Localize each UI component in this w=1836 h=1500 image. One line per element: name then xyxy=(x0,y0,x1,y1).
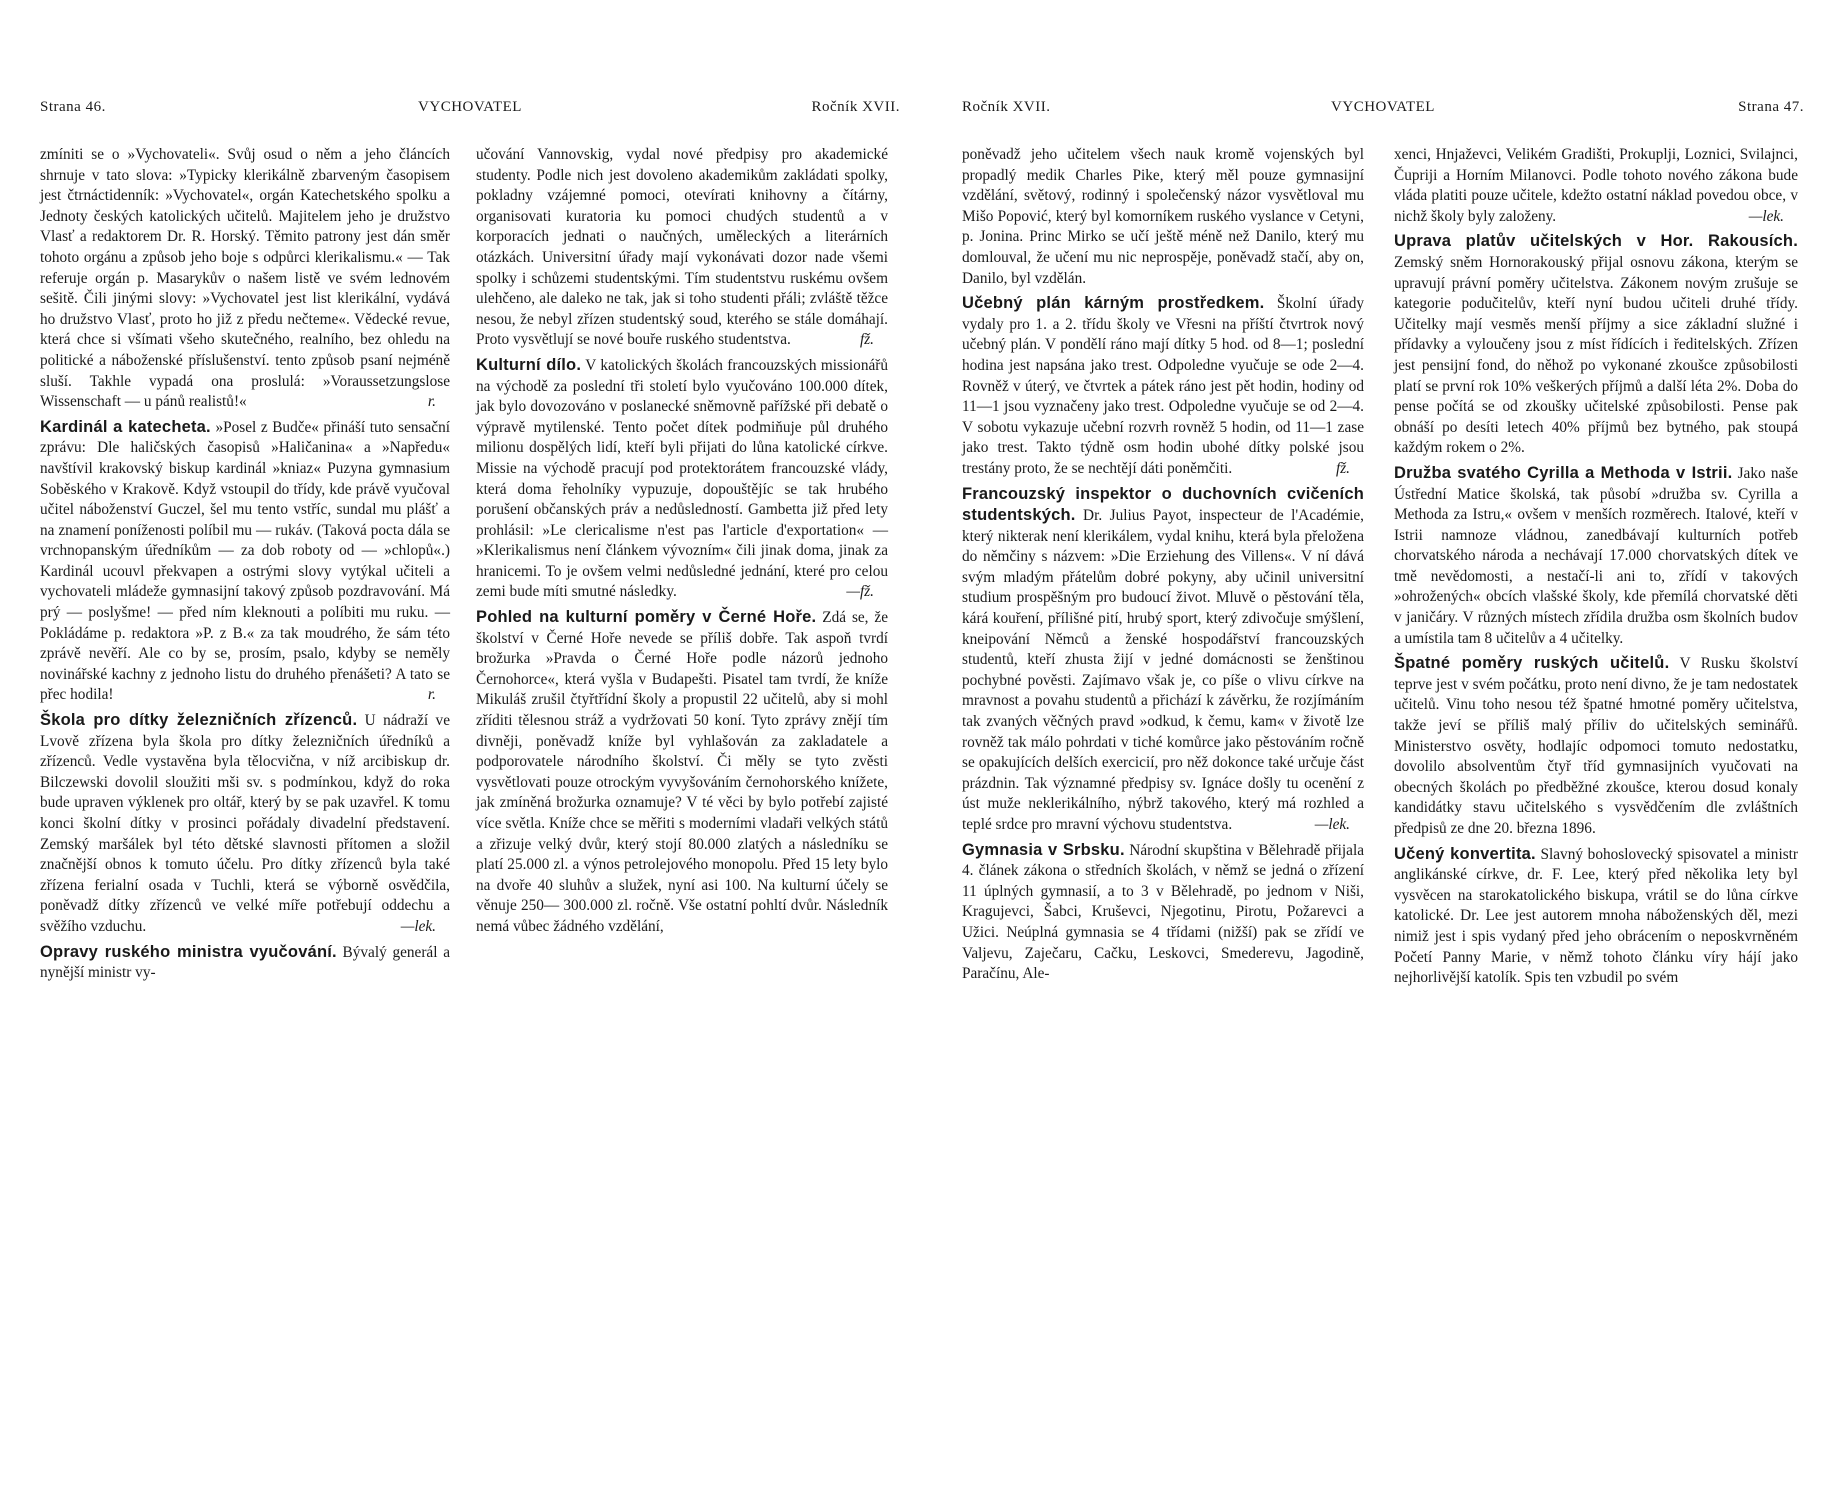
article-heading: Kardinál a katecheta. xyxy=(40,417,211,436)
author-signature: —lek. xyxy=(400,917,436,935)
article-heading: Gymnasia v Srbsku. xyxy=(962,840,1125,859)
author-signature: r. xyxy=(427,393,436,411)
author-signature: fž. xyxy=(1335,459,1350,477)
article-text: V Rusku školství teprve jest v svém počátku, proto není divno, že je tam nedostatek učitelů. Vinu toho nesou též špatné hmotné poměry učitelstva, takže jeví se příliš malý příliv do učitelských seminářů. Ministerstvo osvěty, hodlajíc odpomoci tomuto nedostatku, dovolilo absolventům čtyř tříd gymnasijních vyučovati na obecných školách po předběžné zkoušce, kterou dosud konaly kandidátky stavu učitelského s vysvědčením dle zvláštních předpisů ze dne 20. března 1896. xyxy=(1394,655,1798,837)
article-heading: Učený konvertita. xyxy=(1394,844,1536,863)
article-text: Zemský sněm Hornorakouský přijal osnovu zákona, kterým se upravují právní poměry učitelstva. Zákonem novým zrušuje se kategorie podučitelův, kteří nyní budou učiteli druhé třídy. Učitelky mají vesměs menší příjmy a sice základní služné i přídavky a vyloučeny jsou z míst řídících i ředitelských. Zřízen jest pensijní fond, do něhož po vykonané zkoušce způsobilosti platí se první rok 10% veškerých příjmů a další léta 2%. Doba do pense počítá se od zkoušky učitelské způsobilosti. Pense pak obnáší po desíti letech 40% příjmů bez bytného, pak stoupá každým rokem o 2%. xyxy=(1394,253,1798,457)
article xyxy=(40,417,450,706)
article-text: U nádraží ve Lvově zřízena byla škola pro dítky železničních úředníků a zřízenců. Vedle vystavěna byla tělocvična, v níž arcibiskup dr. Bilczewski dovolil sloužiti mši sv. s podmínkou, když do roka bude upraven výklenek pro oltář, který by se pak uzavřel. K tomu konci školní dítky v prosinci pořádaly divadelní představení. Zemský maršálek byl této dětské slavnosti přítomen a složil značnější obnos k tomuto účelu. Pro dítky zřízenců byla také zřízena ferialní osada v Tuchli, která se výborně osvědčila, poněvadž dítky zřízenců ve velké míře potřebují oddechu a svěžího vzduchu. xyxy=(40,712,450,935)
journal-title: VYCHOVATEL xyxy=(418,99,522,115)
article-heading: Učebný plán kárným prostředkem. xyxy=(962,294,1265,313)
right-page xyxy=(962,0,1804,1500)
text-column-1 xyxy=(962,145,1364,985)
article xyxy=(962,293,1364,479)
article xyxy=(476,355,888,603)
left-page xyxy=(40,0,900,1500)
article-text: Dr. Julius Payot, inspecteur de l'Académie, který nikterak není klerikálem, vydal knihu, která byla přeložena do němčiny s názvem: »Die Erziehung des Villens«. V ní dává svým mladým přátelům dobré pokyny, aby učinil universitní studium prospěšným pro budoucí život. Mluvě o pěstování těla, kárá kouření, přílišné pití, hrubý sport, který zdivočuje smýšlení, kneipování Němců a ženské hospodářství francouzských studentů, kteří zhusta žijí v jedné domácnosti se ženštinou pochybné pověsti. Zajímavo však je, co píše o vlivu církve na mravnost a povahu studentů a přichází k závěrku, že rozjímáním tak zvaných věčných pravd »odkud, k čemu, kam« v životě lze rovněž tak málo pohrdati v tiché komůrce jako pěstováním ročně se opakujících delších exercicií, pro něž dokonce také určuje část prázdnin. Tak významné předpisy sv. Ignáce došly tu ocenění z úst muže neklerikálního, nýbrž takového, který má rozhled a teplé srdce pro mravní výchovu studentstva. xyxy=(962,507,1364,833)
paragraph xyxy=(476,145,888,351)
paragraph-text: poněvadž jeho učitelem všech nauk kromě vojenských byl propadlý medik Charles Pike, který měl pouze gymnasijní vzdělání, světový, rodinný i společenský názor vysvětloval mu Mišo Popović, který byl komorníkem ruského vyslance v Cetyni, p. Jonina. Princ Mirko se učí ještě méně než Danilo, který mu domlouval, že učení mu nic neprospěje, poněvadž stačí, aby on, Danilo, byl vzdělán. xyxy=(962,146,1364,287)
author-signature: —fž. xyxy=(846,583,874,601)
running-head xyxy=(962,99,1804,119)
article-heading: Škola pro dítky železničních zřízenců. xyxy=(40,711,358,730)
article-heading: Pohled na kulturní poměry v Černé Hoře. xyxy=(476,608,817,627)
article-text: Zdá se, že školství v Černé Hoře nevede se příliš dobře. Tak aspoň tvrdí brožurka »Pravda o Černé Hoře podle názorů jednoho Černohorce«, která vyšla v Budapešti. Pisatel tam tvrdí, že kníže Mikuláš zrušil čtyřtřídní školy a propustil 22 učitelů, aby si mohl zříditi tělesnou stráž a vydržovati 50 koní. Tyto zprávy znějí tím divněji, poněvadž kníže byl vyhlašován za zakladatele a podporovatele národního školství. Či měly se tyto zvěsti vysvětlovati pouze otrockým vyvyšováním černohorského knížete, jak zmíněná brožurka oznamuje? V té věci by bylo potřebí zajisté více světla. Kníže chce se měřiti s moderními vladaři velkých států a zřizuje velký dvůr, který stojí 80.000 zlatých a následníku se platí 25.000 zl. a výnos petrolejového monopolu. Před 15 lety bylo na dvoře 40 sluhův a služek, nyní asi 100. Na kulturní účely se věnuje 250— 300.000 zl. ročně. Vše ostatní pohltí dvůr. Následník nemá vůbec žádného vzdělání, xyxy=(476,609,889,935)
volume-label: Ročník XVII. xyxy=(962,99,1051,115)
article xyxy=(962,484,1364,836)
article-text: V katolických školách francouzských missionářů na východě za poslední tři století bylo vyučováno 100.000 dítek, jak bylo dovozováno v poslanecké sněmovně pařížské při debatě o výpravě mytilenské. Tento počet dítek podmiňuje půl druhého milionu dospělých lidí, kteří byli přijati do lůna katolické církve. Missie na východě pracují pod protektorátem francouzské vlády, která doma řeholníky vypuzuje, dopouštějíc se tak hrubého porušení občanských práv a nedůsledností. Gambetta již před lety prohlásil: »Le clericalisme n'est pas l'article d'exportation« — »Klerikalismus není článkem vývozním« čili jinak doma, jinak za hranicemi. To je ovšem velmi nedůsledné jednání, které pro celou zemi bude míti smutné následky. xyxy=(476,356,888,601)
running-head xyxy=(40,99,900,119)
paragraph xyxy=(1394,145,1798,227)
article xyxy=(40,942,450,984)
text-column-2 xyxy=(476,145,888,938)
article xyxy=(1394,653,1798,839)
paragraph-text: učování Vannovskig, vydal nové předpisy pro akademické studenty. Podle nich jest dovoleno akademikům zakládati spolky, pokladny vzájemné pomoci, otevírati knihovny a čítárny, organisovati kuratoria ku pomoci chudých studentů a v korporacích jednati o naučných, uměleckých a literárních otázkách. Universitní úřady mají vykonávati dozor nade všemi spolky i schůzemi studentskými. Tím studentstvu ruskému ovšem ulehčeno, ale daleko ne tak, jak si toho studenti přáli; zvláště těžce nesou, že nebyl zřízen studentský soud, kterého se stále domáhají. Proto vysvětlují se nové bouře ruského studentstva. xyxy=(476,146,888,349)
article-heading: Opravy ruského ministra vyučování. xyxy=(40,942,337,961)
article-heading: Kulturní dílo. xyxy=(476,355,582,374)
article xyxy=(1394,844,1798,989)
volume-label: Ročník XVII. xyxy=(811,99,900,115)
article-heading: Špatné poměry ruských učitelů. xyxy=(1394,654,1670,673)
paragraph xyxy=(40,145,450,413)
text-column-2 xyxy=(1394,145,1798,989)
article-text: Národní skupština v Bělehradě přijala 4. článek zákona o středních školách, v němž se jedná o zřízení 11 úplných gymnasií, a to 3 v Bělehradě, po jednom v Niši, Kragujevci, Šabci, Kruševci, Njegotinu, Pirotu, Požarevci a Užici. Neúplná gymnasia se 4 třídami (nižší) pak se zřídí ve Valjevu, Zaječaru, Cačku, Leskovci, Smederevu, Jagodině, Paračínu, Ale- xyxy=(962,841,1365,983)
author-signature: fž. xyxy=(859,331,874,349)
page-number: Strana 46. xyxy=(40,99,106,115)
article-text: »Posel z Budče« přináší tuto sensační zprávu: Dle haličských časopisů »Haličanina« a »Napředu« navštívil krakovský biskup kardinál »kniaz« Puzyna gymnasium Soběského v Krakově. Když vstoupil do třídy, kde právě vyučoval učitel náboženství Guczel, šel mu tento vstříc, sundal mu plášť a na znamení poníženosti políbil mu — rukáv. (Taková pocta dála se vrchnopanským úředníkům — za dob roboty od — »chlopů«.) Kardinál ucouvl překvapen a ostrými slovy vytýkal učiteli a vychovateli mládeže gymnasijní takový způsob pozdravování. Má prý — poslyšme! — před ním kleknouti a políbiti mu ruku. — Pokládáme p. redaktora »P. z B.« za tak moudrého, že sám této zprávě nevěří. Ale co by se, prosím, psalo, kdyby se neměly novinářské kachny z jednoho listu do druhého přenášeti? A tato se přec hodila! xyxy=(40,418,451,704)
paragraph xyxy=(962,145,1364,289)
article-text: Bývalý generál a nynější ministr vy- xyxy=(40,943,450,982)
page-number: Strana 47. xyxy=(1738,99,1804,115)
author-signature: —lek. xyxy=(1748,207,1784,225)
article-heading: Uprava platův učitelských v Hor. Rakousích. xyxy=(1394,232,1798,251)
paragraph-text: zmíniti se o »Vychovateli«. Svůj osud o něm a jeho článcích shrnuje v tato slova: »Typicky klerikálně zbarveným časopisem jest čtrnáctidenník: »Vychovatel«, orgán Katechetského spolku a Jednoty českých katolických učitelů. Majitelem jeho je družstvo Vlasť a redaktorem Dr. R. Horský. Těmito patrony jest dán směr tohoto orgánu a způsob jeho boje s odpůrci klerikalismu.« — Tak referuje orgán p. Masarykův o našem listě ve svém lednovém sešitě. Čili jinými slovy: »Vychovatel jest list klerikální, vydává ho družstvo Vlasť, proto ho již z předu nečteme«. Vědecké revue, která chce si všímati všeho skutečného, realního, bez ohledu na politické a náboženské příslušenství. tento způsob psaní nejméně sluší. Takhle vypadá ona proslulá: »Voraussetzungslose Wissenschaft — u pánů realistů!« xyxy=(40,146,450,411)
text-column-1 xyxy=(40,145,450,984)
article xyxy=(40,710,450,938)
article xyxy=(962,840,1364,985)
author-signature: r. xyxy=(427,686,436,704)
paragraph-text: xenci, Hnjaževci, Velikém Gradišti, Prokuplji, Loznici, Svilajnci, Čupriji a Horním Milanovci. Podle tohoto nového zákona bude vláda platiti pouze učitele, kdežto ostatní náklad povedou obce, v nichž školy byly založeny. xyxy=(1394,146,1798,225)
article xyxy=(476,607,888,938)
article xyxy=(1394,463,1798,649)
journal-title: VYCHOVATEL xyxy=(1331,99,1435,115)
article-heading: Francouzský inspektor o duchovních cvičeních studentských. xyxy=(962,484,1364,525)
author-signature: —lek. xyxy=(1314,816,1350,833)
article-heading: Družba svatého Cyrilla a Methoda v Istrii. xyxy=(1394,463,1733,482)
article xyxy=(1394,231,1798,459)
article-text: Školní úřady vydaly pro 1. a 2. třídu školy ve Vřesni na příští čtvrtrok nový učebný plán. V pondělí ráno mají dítky 5 hod. od 8—1; poslední hodina jest napsána jako trest. Odpoledne vyučuje se ode 2—4. Rovněž v úterý, ve čtvrtek a pátek ráno jest pět hodin, hodiny od 11—1 jsou vyznačeny jako trest. Odpoledne vyučuje se od 2—4. V sobotu vykazuje učební rozvrh rovněž 5 hodin, od 11—1 zase jako trest. Takto týdně osm hodin ubohé dítky polské jsou trestány proto, že se nechtějí dáti poněmčiti. xyxy=(962,295,1365,477)
article-text: Jako naše Ústřední Matice školská, tak působí »družba sv. Cyrilla a Methoda za Istru,« ovšem v menších rozměrech. Italové, kteří v Istrii namnoze vládnou, zanedbávají kulturních potřeb chorvatského národa a nechávají 17.000 chorvatských dítek ve tmě nevědomosti, a nestačí-li ani to, zřídí v takových »ohrožených« obcích vlašské školy, kde přemílá chorvatské děti v janičáry. V různých místech zřídila družba osm školních budov a umístila tam 8 učitelův a 4 učitelky. xyxy=(1394,464,1798,647)
article-text: Slavný bohoslovecký spisovatel a ministr anglikánské církve, dr. F. Lee, který před několika lety byl vysvěcen na starokatolického biskupa, vrátil se do lůna církve katolické. Dr. Lee jest autorem mnoha náboženských děl, mezi nimiž jest i spis vydaný před jeho obrácením o neposkvrněném Početí Panny Marie, v němž tohoto článku víry hájí jako nejhorlivější katolík. Spis ten vzbudil po svém xyxy=(1394,845,1798,987)
